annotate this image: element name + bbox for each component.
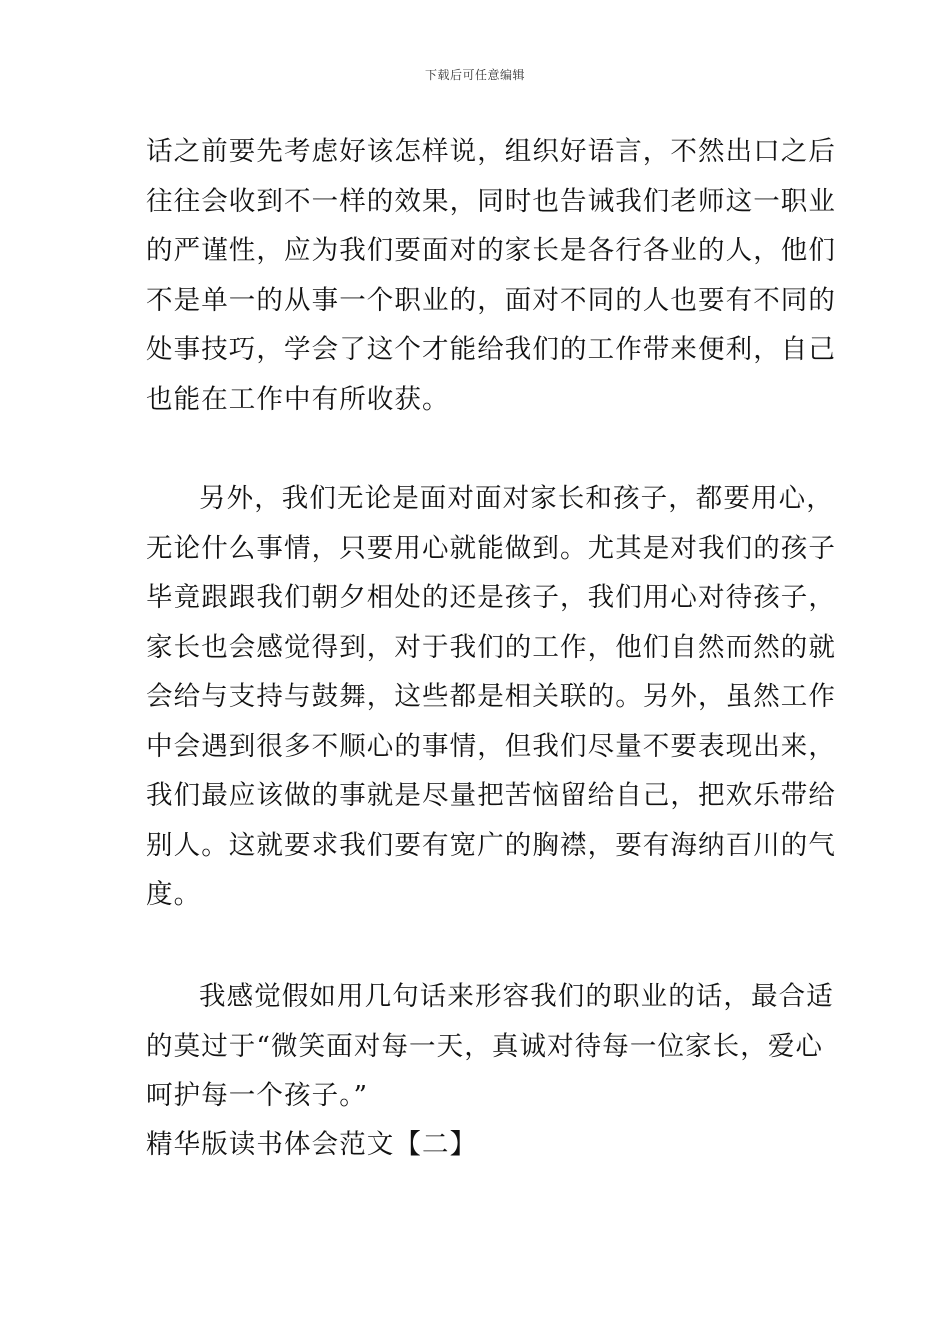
text-line: 往往会收到不一样的效果，同时也告诫我们老师这一职业 [146, 185, 836, 217]
header-note: 下载后可任意编辑 [424, 68, 525, 82]
text-line: 也能在工作中有所收获。 [146, 383, 450, 415]
paragraph-1 [146, 127, 836, 424]
text-line: 不是单一的从事一个职业的，面对不同的人也要有不同的 [146, 284, 836, 316]
text-line: 会给与支持与鼓舞，这些都是相关联的。另外，虽然工作 [146, 681, 836, 712]
text-line: 处事技巧，学会了这个才能给我们的工作带来便利，自己 [146, 334, 836, 365]
text-line: 家长也会感觉得到，对于我们的工作，他们自然而然的就 [146, 631, 836, 663]
text-line: 别人。这就要求我们要有宽广的胸襟，要有海纳百川的气 [146, 829, 836, 861]
text-line: 呵护每一个孩子。” [146, 1080, 369, 1111]
paragraph-3 [146, 972, 834, 1121]
text-line: 我们最应该做的事就是尽量把苦恼留给自己，把欢乐带给 [146, 780, 836, 811]
text-line: 毕竟跟跟我们朝夕相处的还是孩子，我们用心对待孩子， [146, 582, 836, 613]
section-heading: 精华版读书体会范文【二】 [146, 1129, 478, 1160]
text-line: 另外，我们无论是面对面对家长和孩子，都要用心， [199, 483, 834, 514]
text-line: 的严谨性，应为我们要面对的家长是各行各业的人，他们 [146, 235, 836, 266]
text-line: 我感觉假如用几句话来形容我们的职业的话，最合适 [199, 981, 834, 1012]
text-line: 无论什么事情，只要用心就能做到。尤其是对我们的孩子 [146, 532, 836, 564]
text-line: 的莫过于“微笑面对每一天，真诚对待每一位家长，爱心 [146, 1030, 824, 1062]
paragraph-2 [146, 474, 836, 920]
text-line: 度。 [146, 879, 202, 910]
text-line: 中会遇到很多不顺心的事情，但我们尽量不要表现出来， [146, 730, 836, 762]
text-line: 话之前要先考虑好该怎样说，组织好语言，不然出口之后 [146, 136, 836, 167]
